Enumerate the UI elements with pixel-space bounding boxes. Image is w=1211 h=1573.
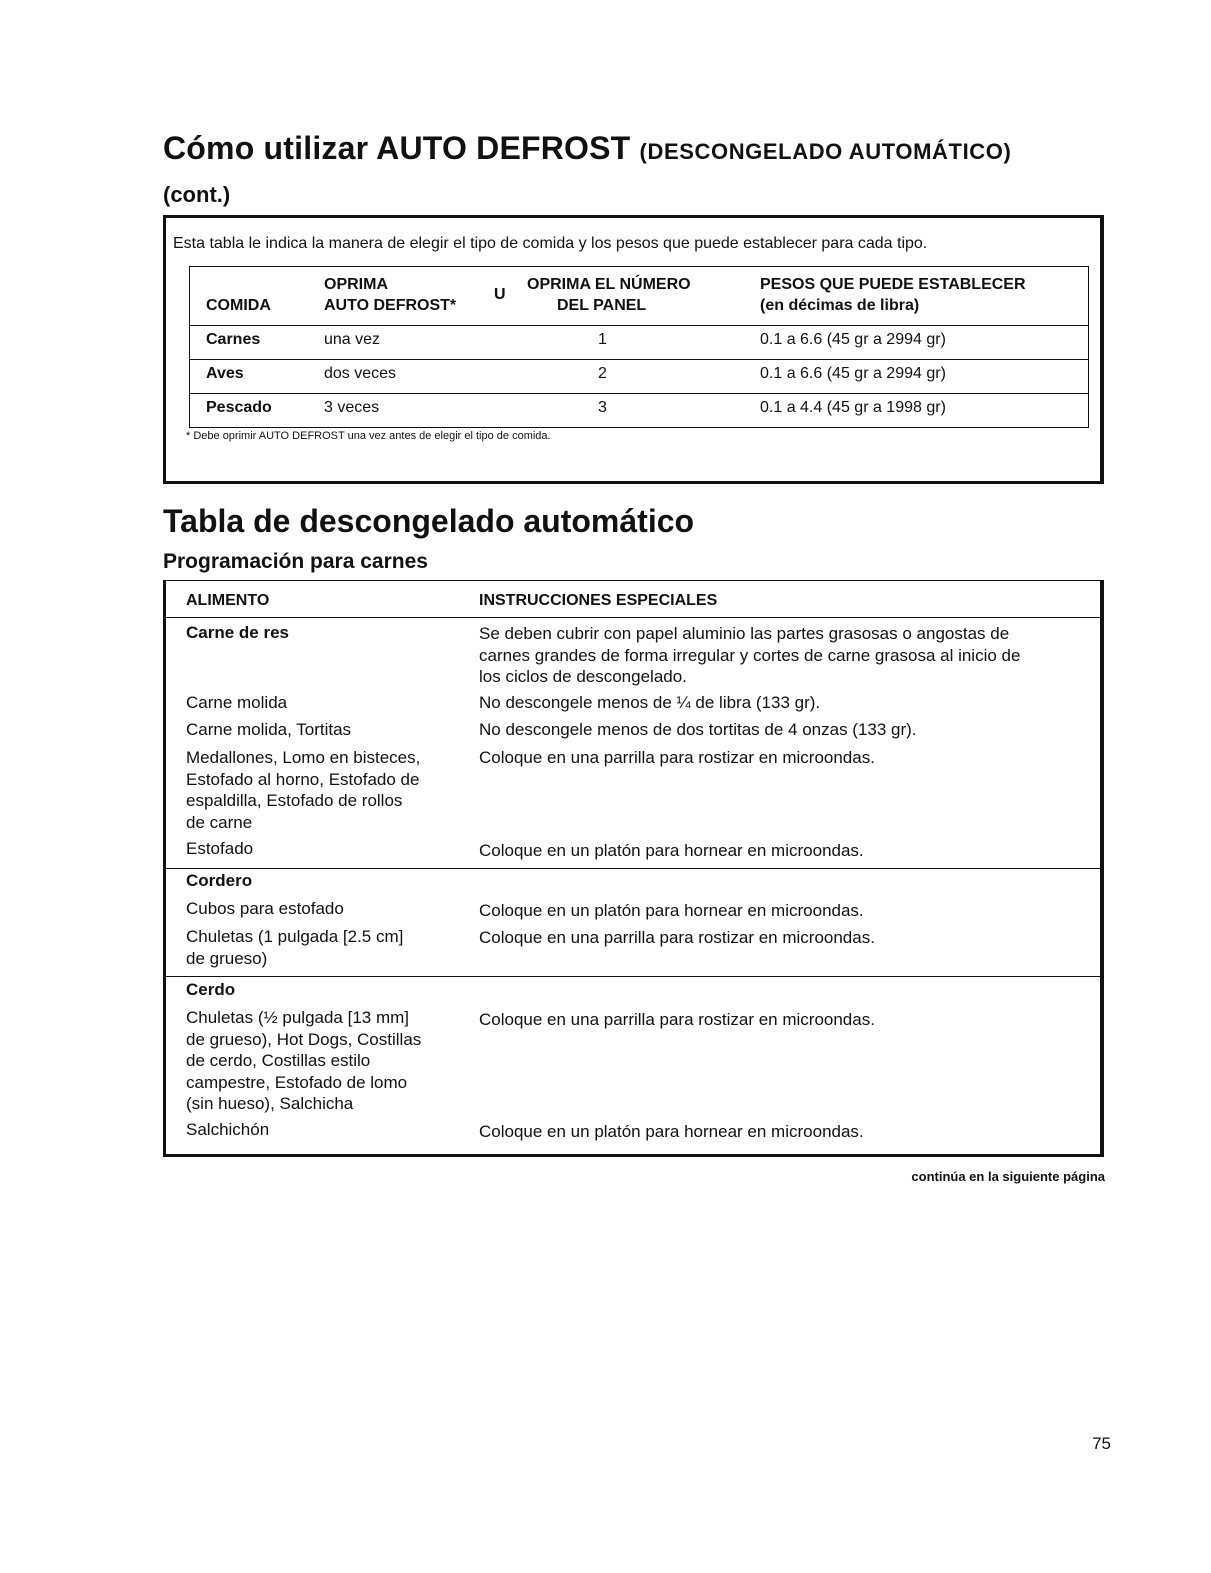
group-cerdo: Cerdo xyxy=(186,980,236,999)
table-row xyxy=(190,394,1088,427)
table-row xyxy=(190,360,1088,394)
instr-carne-molida: No descongele menos de ¼ de libra (133 gr). xyxy=(479,693,821,712)
page-title xyxy=(163,132,1011,164)
cell-numero: 3 xyxy=(598,399,607,416)
cell-oprima: dos veces xyxy=(324,365,397,382)
food-estofado: Estofado xyxy=(186,839,254,858)
section-subtitle: Programación para carnes xyxy=(163,550,428,573)
instr-medallones: Coloque en una parrilla para rostizar en microondas. xyxy=(479,748,875,767)
header-oprima-2: AUTO DEFROST* xyxy=(324,297,457,314)
food-medallones: Medallones, Lomo en bisteces, Estofado al horno, Estofado de espaldilla, Estofado de rollos de carne xyxy=(186,748,421,832)
group-cordero: Cordero xyxy=(186,871,253,890)
instr-chuletas-cordero: Coloque en una parrilla para rostizar en microondas. xyxy=(479,928,875,947)
food-carne-molida: Carne molida xyxy=(186,693,288,712)
instr-cubos: Coloque en un platón para hornear en microondas. xyxy=(479,901,864,920)
title-cont: (cont.) xyxy=(163,182,231,207)
auto-defrost-table xyxy=(189,266,1089,428)
header-u: U xyxy=(494,286,506,303)
instr-carne-molida-tortitas: No descongele menos de dos tortitas de 4 onzas (133 gr). xyxy=(479,720,917,739)
cell-oprima: una vez xyxy=(324,331,381,348)
instr-estofado: Coloque en un platón para hornear en microondas. xyxy=(479,841,864,860)
table1-header xyxy=(190,267,1088,326)
cell-oprima: 3 veces xyxy=(324,399,380,416)
header-comida: COMIDA xyxy=(206,297,271,314)
page-number: 75 xyxy=(1092,1434,1111,1453)
title-subtitle: (DESCONGELADO AUTOMÁTICO) xyxy=(639,139,1012,164)
header-pesos-2: (en décimas de libra) xyxy=(760,297,920,314)
header-oprima-1: OPRIMA xyxy=(324,276,388,293)
table1-intro: Esta tabla le indica la manera de elegir el tipo de comida y los pesos que puede establecer para cada tipo. xyxy=(173,235,928,252)
section-title: Tabla de descongelado automático xyxy=(163,503,695,539)
cell-numero: 2 xyxy=(598,365,607,382)
title-main: Cómo utilizar AUTO DEFROST xyxy=(163,130,631,166)
cell-pesos: 0.1 a 4.4 (45 gr a 1998 gr) xyxy=(760,399,946,416)
divider xyxy=(163,868,1104,869)
cell-numero: 1 xyxy=(598,331,607,348)
header-numero-1: OPRIMA EL NÚMERO xyxy=(527,276,691,293)
divider xyxy=(163,976,1104,977)
table1-footnote: * Debe oprimir AUTO DEFROST una vez antes de elegir el tipo de comida. xyxy=(186,430,551,442)
food-carne-molida-tortitas: Carne molida, Tortitas xyxy=(186,720,352,739)
group-carne-de-res: Carne de res xyxy=(186,623,289,642)
instr-carne-de-res: Se deben cubrir con papel aluminio las partes grasosas o angostas de carnes grandes de forma irregular y cortes de carne grasosa al inicio de los ciclos de descongelado. xyxy=(479,624,1021,686)
instr-chuletas-cerdo: Coloque en una parrilla para rostizar en microondas. xyxy=(479,1010,875,1029)
food-cubos: Cubos para estofado xyxy=(186,899,344,918)
cell-comida: Aves xyxy=(206,365,244,382)
table-row xyxy=(190,326,1088,360)
cell-pesos: 0.1 a 6.6 (45 gr a 2994 gr) xyxy=(760,365,946,382)
header-pesos-1: PESOS QUE PUEDE ESTABLECER xyxy=(760,276,1026,293)
food-chuletas-cordero: Chuletas (1 pulgada [2.5 cm] de grueso) xyxy=(186,927,404,968)
cell-pesos: 0.1 a 6.6 (45 gr a 2994 gr) xyxy=(760,331,946,348)
continued-note: continúa en la siguiente página xyxy=(911,1169,1105,1184)
cell-comida: Pescado xyxy=(206,399,272,416)
divider xyxy=(163,617,1104,618)
header-alimento: ALIMENTO xyxy=(186,592,270,609)
food-salchichon: Salchichón xyxy=(186,1120,270,1139)
cell-comida: Carnes xyxy=(206,331,261,348)
instr-salchichon: Coloque en un platón para hornear en microondas. xyxy=(479,1122,864,1141)
header-numero-2: DEL PANEL xyxy=(557,297,647,314)
header-instrucciones: INSTRUCCIONES ESPECIALES xyxy=(479,592,718,609)
food-chuletas-cerdo: Chuletas (½ pulgada [13 mm] de grueso), Hot Dogs, Costillas de cerdo, Costillas estilo campestre, Estofado de lomo (sin hueso), Salchicha xyxy=(186,1008,422,1113)
